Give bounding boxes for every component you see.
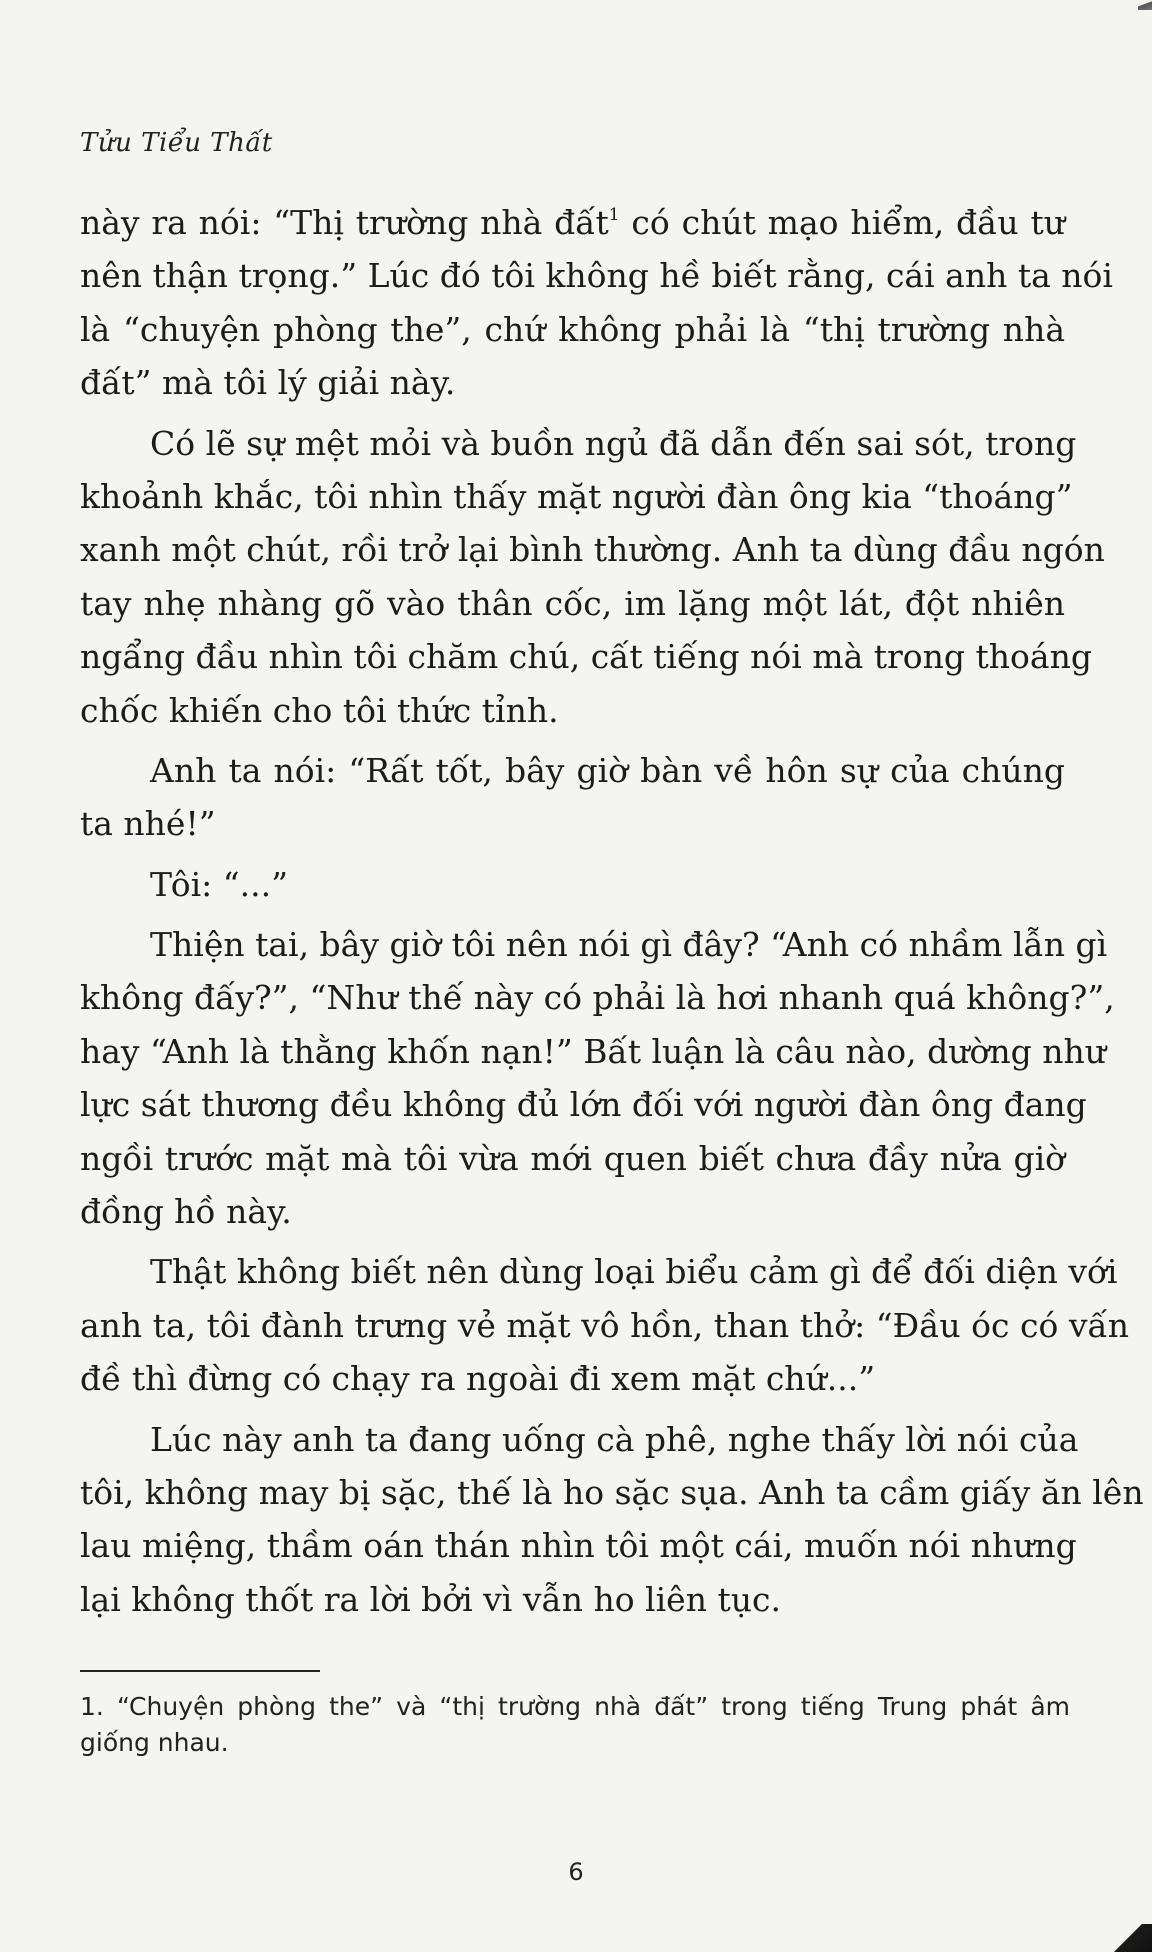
footnote [80,1689,1070,1761]
paragraph-1 [80,196,1113,410]
footnote-ref: 1 [608,205,620,225]
text-line: xanh một chút, rồi trở lại bình thường. Anh ta dùng đầu ngón [80,530,1105,570]
text-line: đất” mà tôi lý giải này. [80,363,456,403]
paragraph-3 [80,744,1065,851]
text-line: ngồi trước mặt mà tôi vừa mới quen biết chưa đầy nửa giờ [80,1138,1065,1178]
text-line: ta nhé!” [80,804,216,844]
text-line: không đấy?”, “Như thế này có phải là hơi nhanh quá không?”, [80,978,1115,1018]
text-line: lực sát thương đều không đủ lớn đối với người đàn ông đang [80,1085,1087,1125]
running-header: Tửu Tiểu Thất [80,128,273,158]
footnote-line: giống nhau. [80,1728,229,1757]
paragraph-5 [80,918,1115,1238]
text-line: hay “Anh là thằng khốn nạn!” Bất luận là câu nào, dường như [80,1031,1106,1071]
text-line: Lúc này anh ta đang uống cà phê, nghe thấy lời nói của [150,1419,1079,1459]
text-line: lại không thốt ra lời bởi vì vẫn ho liên tục. [80,1579,781,1619]
paragraph-4 [80,858,1065,911]
text-line: này ra nói: “Thị trường nhà đất$^1$ có chút mạo hiểm, đầu tư [80,203,1065,242]
text-line: lau miệng, thầm oán thán nhìn tôi một cái, muốn nói nhưng [80,1526,1077,1566]
page-corner-shadow [1138,0,1152,10]
text-line: khoảnh khắc, tôi nhìn thấy mặt người đàn ông kia “thoáng” [80,476,1073,516]
footnote-divider [80,1670,320,1672]
text-line: Anh ta nói: “Rất tốt, bây giờ bàn về hôn sự của chúng [150,750,1065,790]
text-line: nên thận trọng.” Lúc đó tôi không hề biết rằng, cái anh ta nói [80,256,1113,296]
text-line: đồng hồ này. [80,1192,292,1232]
footnote-line: 1. “Chuyện phòng the” và “thị trường nhà đất” trong tiếng Trung phát âm [80,1692,1070,1721]
page-edge-shadow [1110,1924,1152,1952]
text-line: ngẩng đầu nhìn tôi chăm chú, cất tiếng nói mà trong thoáng [80,637,1092,677]
paragraph-2 [80,417,1105,737]
page-number: 6 [568,1858,584,1886]
text-line: đề thì đừng có chạy ra ngoài đi xem mặt chứ...” [80,1359,876,1399]
text-line: Tôi: “...” [150,864,288,904]
text-line: tôi, không may bị sặc, thế là ho sặc sụa. Anh ta cầm giấy ăn lên [80,1472,1144,1512]
text-line: anh ta, tôi đành trưng vẻ mặt vô hồn, than thở: “Đầu óc có vấn [80,1305,1129,1345]
text-line: là “chuyện phòng the”, chứ không phải là “thị trường nhà [80,309,1065,349]
paragraph-7 [80,1413,1144,1627]
text-line: Thật không biết nên dùng loại biểu cảm gì để đối diện với [150,1252,1118,1292]
text-line: chốc khiến cho tôi thức tỉnh. [80,690,559,730]
paragraph-6 [80,1245,1129,1405]
body-text [80,196,1144,1626]
text-line: Thiện tai, bây giờ tôi nên nói gì đây? “Anh có nhầm lẫn gì [150,925,1108,965]
text-line: tay nhẹ nhàng gõ vào thân cốc, im lặng một lát, đột nhiên [80,583,1065,623]
text-line: Có lẽ sự mệt mỏi và buồn ngủ đã dẫn đến sai sót, trong [150,423,1077,463]
